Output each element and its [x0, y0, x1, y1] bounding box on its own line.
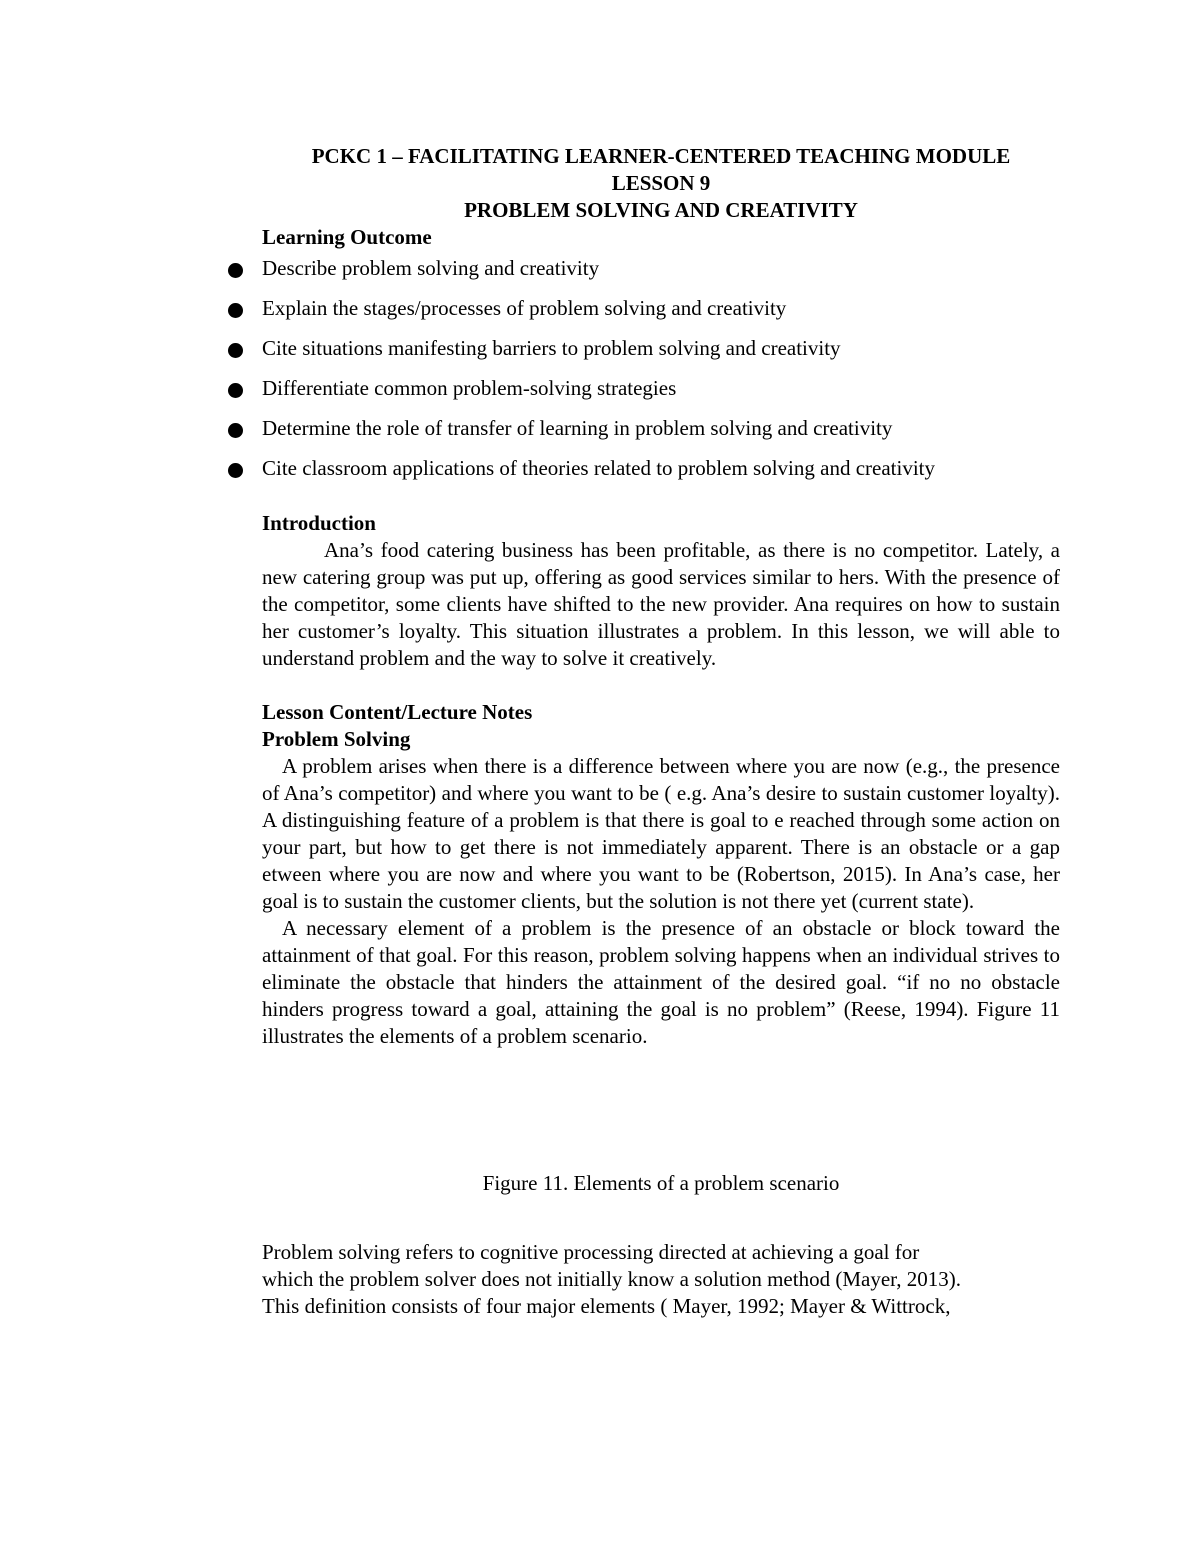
bullet-icon — [228, 383, 243, 398]
lesson-number: LESSON 9 — [611, 171, 711, 195]
bullet-icon — [228, 303, 243, 318]
list-item-text: Determine the role of transfer of learning in problem solving and creativity — [262, 416, 893, 440]
definition-line: Problem solving refers to cognitive processing directed at achieving a goal for — [262, 1240, 920, 1264]
problem-solving-heading: Problem Solving — [262, 727, 411, 751]
module-title: PCKC 1 – FACILITATING LEARNER-CENTERED TEACHING MODULE — [311, 144, 1011, 168]
definition-line: This definition consists of four major elements ( Mayer, 1992; Mayer & Wittrock, — [262, 1294, 951, 1318]
list-item — [262, 295, 1060, 322]
list-item-text: Differentiate common problem-solving strategies — [262, 376, 677, 400]
list-item-text: Explain the stages/processes of problem solving and creativity — [262, 296, 787, 320]
list-item — [262, 375, 1060, 402]
introduction-heading: Introduction — [262, 511, 376, 535]
bullet-icon — [228, 263, 243, 278]
learning-outcome-list — [262, 255, 1060, 482]
introduction-paragraph: Ana’s food catering business has been profitable, as there is no competitor. Lately, a new catering group was put up, offering as good services similar to hers. With the presence of the competitor, some clients have shifted to the new provider. Ana requires on how to sustain her customer’s loyalty. This situation illustrates a problem. In this lesson, we will able to understand problem and the way to solve it creatively. — [262, 538, 1060, 670]
list-item — [262, 335, 1060, 362]
list-item — [262, 255, 1060, 282]
list-item-text: Describe problem solving and creativity — [262, 256, 600, 280]
document-page — [262, 143, 1060, 1320]
problem-paragraph-1: A problem arises when there is a difference between where you are now (e.g., the presence of Ana’s competitor) and where you want to be ( e.g. Ana’s desire to sustain customer loyalty). A distinguishing feature of a problem is that there is goal to e reached through some action on your part, but how to get there is not immediately apparent. There is an obstacle or a gap etween where you are now and where you want to be (Robertson, 2015). In Ana’s case, her goal is to sustain the customer clients, but the solution is not there yet (current state). — [262, 754, 1060, 913]
bullet-icon — [228, 423, 243, 438]
list-item-text: Cite situations manifesting barriers to problem solving and creativity — [262, 336, 841, 360]
figure-caption: Figure 11. Elements of a problem scenario — [482, 1171, 840, 1195]
list-item-text: Cite classroom applications of theories related to problem solving and creativity — [262, 456, 935, 480]
bullet-icon — [228, 343, 243, 358]
problem-paragraph-2: A necessary element of a problem is the presence of an obstacle or block toward the attainment of that goal. For this reason, problem solving happens when an individual strives to eliminate the obstacle that hinders the attainment of the desired goal. “if no no obstacle hinders progress toward a goal, attaining the goal is no problem” (Reese, 1994). Figure 11 illustrates the elements of a problem scenario. — [262, 916, 1060, 1048]
list-item — [262, 455, 1060, 482]
list-item — [262, 415, 1060, 442]
learning-outcome-heading: Learning Outcome — [262, 225, 432, 249]
lesson-title: PROBLEM SOLVING AND CREATIVITY — [464, 198, 858, 222]
lesson-content-heading: Lesson Content/Lecture Notes — [262, 700, 533, 724]
bullet-icon — [228, 463, 243, 478]
definition-line: which the problem solver does not initially know a solution method (Mayer, 2013). — [262, 1267, 962, 1291]
